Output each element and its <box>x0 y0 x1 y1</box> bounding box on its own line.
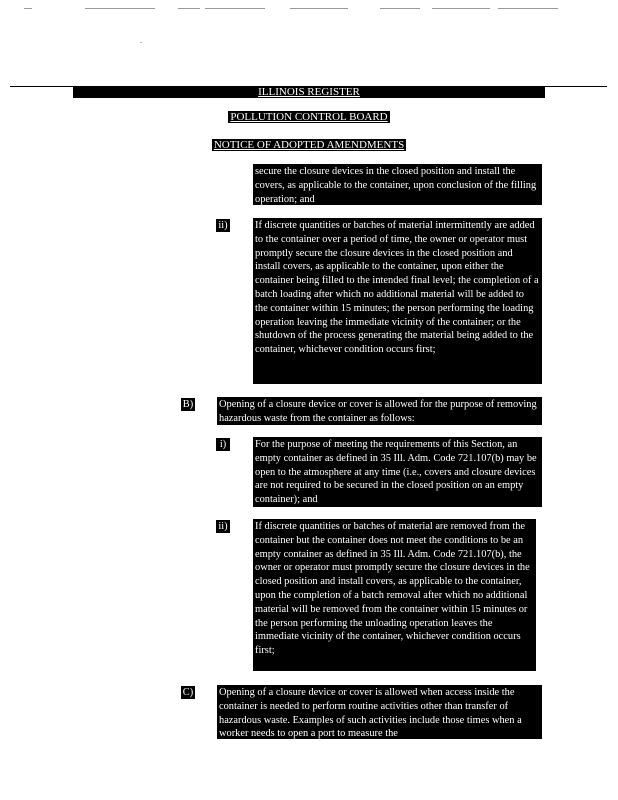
item-b-paragraph: Opening of a closure device or cover is allowed for the purpose of removing hazardous waste from the container as follows: <box>217 397 542 425</box>
notice-title: NOTICE OF ADOPTED AMENDMENTS <box>213 139 405 151</box>
continued-paragraph: secure the closure devices in the closed position and install the covers, as applicable to the container, upon conclusion of the filling operation; and <box>253 164 542 205</box>
item-b-ii-label: ii) <box>216 520 230 533</box>
scan-noise-strip <box>0 0 618 14</box>
item-b-label: B) <box>182 399 194 410</box>
item-c-label: C) <box>182 687 194 698</box>
item-c-paragraph: Opening of a closure device or cover is allowed when access inside the container is needed to perform routine activities other than transfer of hazardous waste. Examples of such activities include those times when a worker needs to open a port to measure the <box>217 685 542 739</box>
item-b-i-paragraph: For the purpose of meeting the requirements of this Section, an empty container as defined in 35 Ill. Adm. Code 721.107(b) may be open to the atmosphere at any time (i.e., covers and closure devices are not required to be secured in the closed position on an empty container); and <box>253 437 542 507</box>
item-b-ii-paragraph: If discrete quantities or batches of material are removed from the container but the container does not meet the conditions to be an empty container as defined in 35 Ill. Adm. Code 721.107(b), the owner or operator must promptly secure the closure devices in the closed position and install covers, as applicable to the container, upon the completion of a batch removal after which no additional material will be removed from the container within 15 minutes or the person performing the unloading operation leaves the immediate vicinity of the container, whichever condition occurs first; <box>253 519 536 671</box>
register-title: ILLINOIS REGISTER <box>258 86 360 98</box>
board-title: POLLUTION CONTROL BOARD <box>230 111 388 123</box>
scan-speck <box>140 42 142 43</box>
item-a-ii-paragraph: If discrete quantities or batches of material intermittently are added to the container over a period of time, the owner or operator must promptly secure the closure devices in the closed position and install covers, as applicable to the container, upon either the container being filled to the intended final level; the completion of a batch loading after which no additional material will be added to the container within 15 minutes; the person performing the loading operation leaving the immediate vicinity of the container; or the shutdown of the process generating the material being added to the container, whichever condition occurs first; <box>253 218 542 384</box>
item-a-ii-label: ii) <box>216 219 230 232</box>
item-b-i-label: i) <box>216 438 230 451</box>
